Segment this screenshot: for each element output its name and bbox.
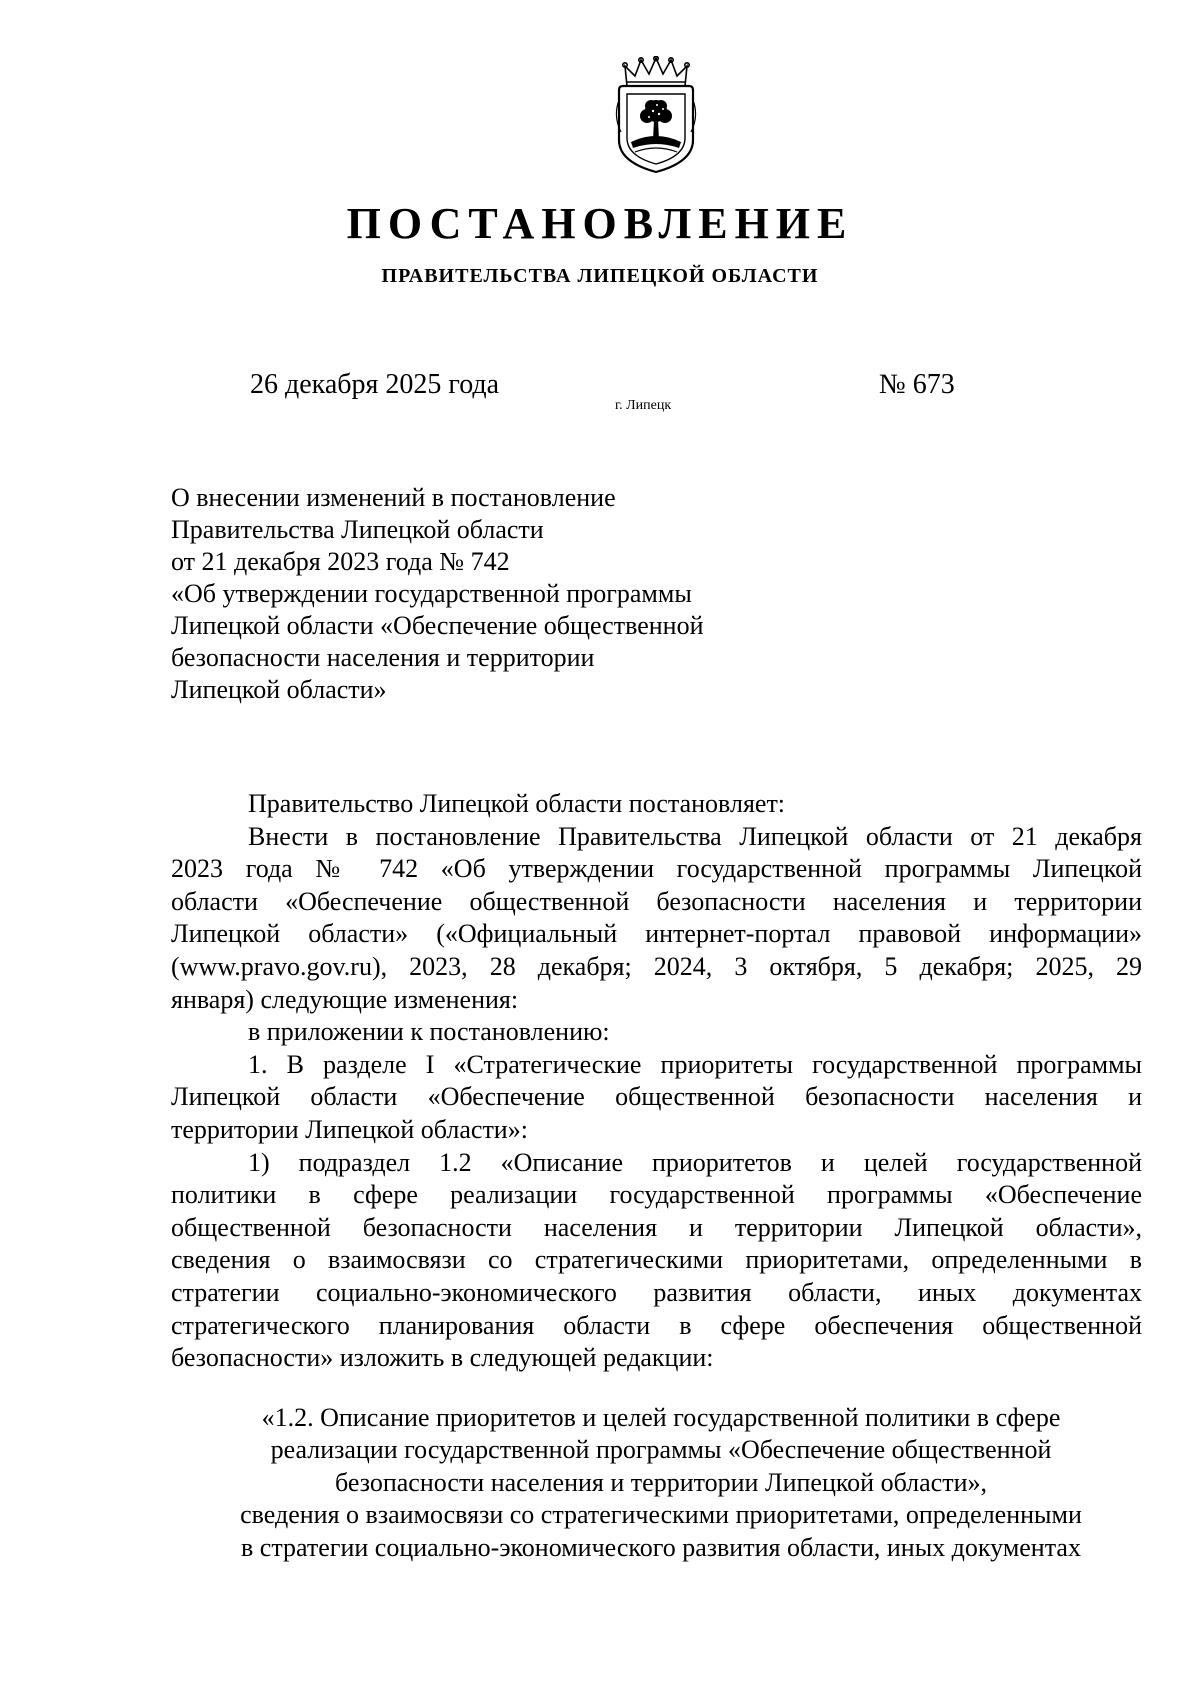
document-title: ПОСТАНОВЛЕНИЕ <box>346 199 854 248</box>
subject-line: Липецкой области «Обеспечение общественной <box>171 611 704 640</box>
body-line: стратегического планирования области в сфере обеспечения общественной <box>171 1310 1142 1340</box>
body-line: Липецкой области «Обеспечение общественной безопасности населения и <box>171 1082 1142 1112</box>
body-line: стратегии социально-экономического развития области, иных документах <box>171 1277 1142 1307</box>
body-line: области «Обеспечение общественной безопасности населения и территории <box>171 886 1142 916</box>
coat-of-arms-icon <box>613 56 699 174</box>
body-line: территории Липецкой области»: <box>171 1114 528 1144</box>
document-subtitle: ПРАВИТЕЛЬСТВА ЛИПЕЦКОЙ ОБЛАСТИ <box>381 265 819 287</box>
subject-line: Липецкой области» <box>171 675 387 704</box>
body-line: (www.pravo.gov.ru), 2023, 28 декабря; 2024, 3 октября, 5 декабря; 2025, 29 <box>171 951 1142 981</box>
body-line: 1. В разделе I «Стратегические приоритеты государственной программы <box>248 1049 1142 1079</box>
body-line: общественной безопасности населения и территории Липецкой области», <box>171 1212 1142 1242</box>
quoted-heading-line: «1.2. Описание приоритетов и целей государственной политики в сфере <box>261 1402 1061 1432</box>
body-line: 1) подраздел 1.2 «Описание приоритетов и целей государственной <box>248 1147 1142 1177</box>
subject-line: безопасности населения и территории <box>171 643 595 672</box>
document-city: г. Липецк <box>615 398 672 413</box>
intro-paragraph: Правительство Липецкой области постановляет: <box>248 789 786 818</box>
body-line: в приложении к постановлению: <box>248 1017 610 1047</box>
quoted-heading-line: реализации государственной программы «Обеспечение общественной <box>270 1435 1052 1465</box>
subject-line: О внесении изменений в постановление <box>171 483 616 512</box>
body-line: Липецкой области» («Официальный интернет-портал правовой информации» <box>171 919 1142 949</box>
quoted-heading-line: сведения о взаимосвязи со стратегическими приоритетами, определенными <box>240 1500 1082 1530</box>
body-line: января) следующие изменения: <box>171 984 519 1014</box>
body-line: 2023 года № 742 «Об утверждении государственной программы Липецкой <box>171 854 1142 884</box>
document-date: 26 декабря 2025 года <box>250 369 500 400</box>
subject-line: «Об утверждении государственной программы <box>171 579 692 608</box>
quoted-heading-line: в стратегии социально-экономического развития области, иных документах <box>241 1533 1081 1563</box>
document-number: № 673 <box>879 369 955 400</box>
section-spacer <box>171 1375 1142 1402</box>
body-line: безопасности» изложить в следующей редакции: <box>171 1343 714 1373</box>
subject-line: Правительства Липецкой области <box>171 515 544 544</box>
quoted-heading-line: безопасности населения и территории Липецкой области», <box>334 1467 988 1497</box>
document-subject <box>171 482 703 706</box>
body-line: Внести в постановление Правительства Липецкой области от 21 декабря <box>248 821 1142 851</box>
body-line: политики в сфере реализации государственной программы «Обеспечение <box>171 1180 1142 1210</box>
body-line: сведения о взаимосвязи со стратегическими приоритетами, определенными в <box>171 1245 1142 1275</box>
subject-line: от 21 декабря 2023 года № 742 <box>171 547 510 576</box>
document-body <box>171 788 1142 1565</box>
